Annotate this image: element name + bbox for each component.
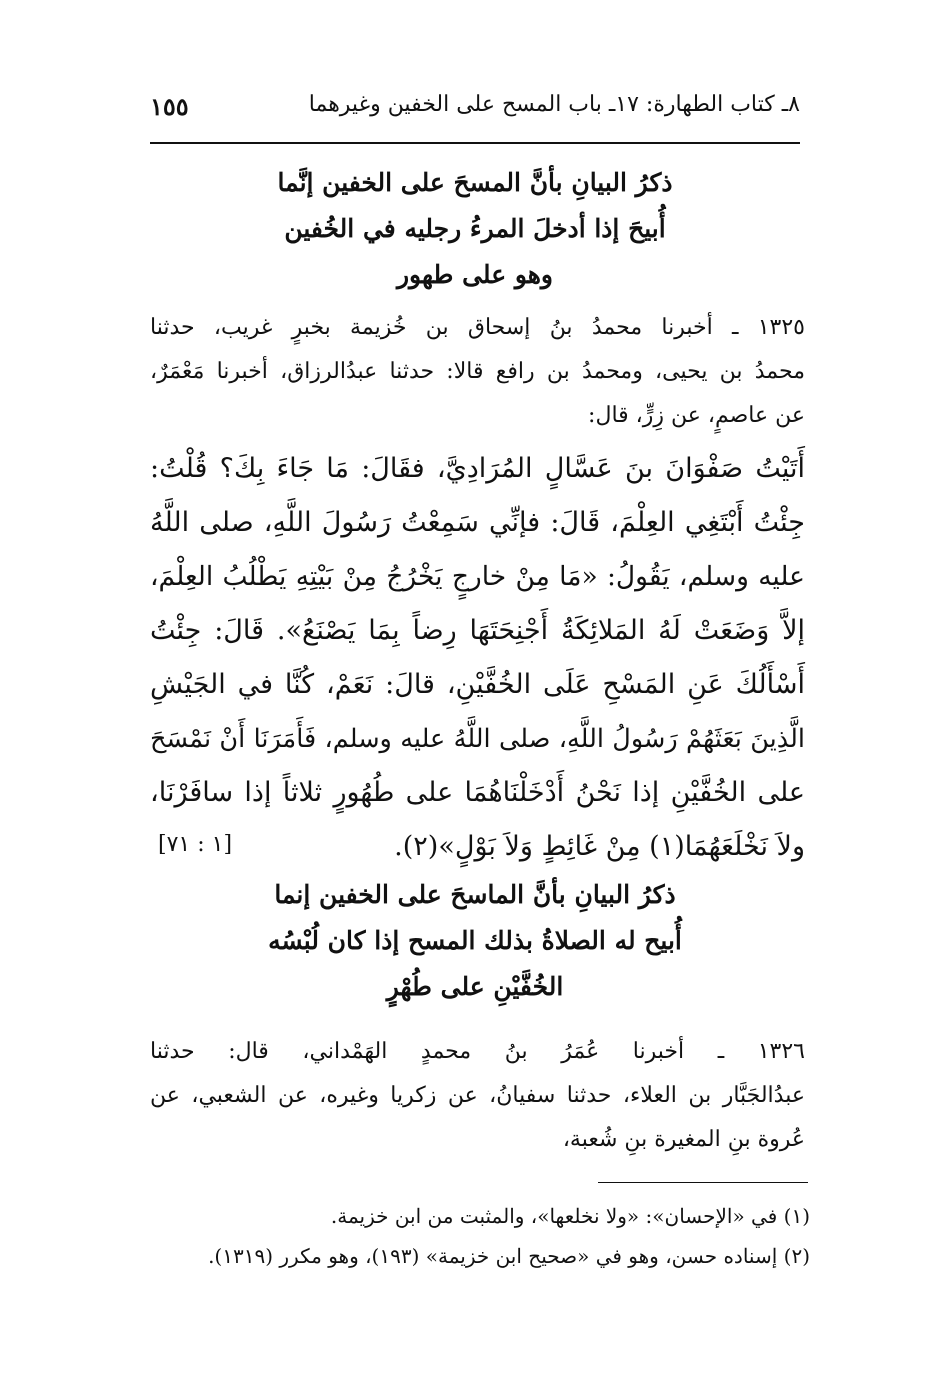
footnote: (٢) إسناده حسن، وهو في «صحيح ابن خزيمة» (١٩٣)، وهو مكرر (١٣١٩). [208,1244,810,1268]
isnad-line: عن عاصمٍ، عن زِرٍّ، قال: [588,403,805,428]
hadith-1325-isnad [150,306,805,438]
matn-line: ولاَ نَخْلَعَهُمَا(١) مِنْ غَائِطٍ وَلاَ بَوْلٍ»(٢). [394,831,805,862]
footnote-rule [598,1182,808,1183]
chapter-heading-2 [150,872,800,1010]
running-head-title: ٨ـ كتاب الطهارة: ١٧ـ باب المسح على الخفين وغيرهما [308,92,800,117]
isnad-line: محمدُ بن يحيى، ومحمدُ بن رافع قالا: حدثنا عبدُالرزاق، أخبرنا مَعْمَرٌ، [150,359,805,384]
header-rule [150,142,800,144]
matn-line: عليه وسلم، يَقُولُ: «مَا مِنْ خارجٍ يَخْرُجُ مِنْ بَيْتِهِ يَطْلُبُ العِلْمَ، [150,561,805,592]
heading-line: ذكرُ البيانِ بأنَّ المسحَ على الخفين إنَّما [277,168,673,197]
isnad-line: ١٣٢٥ ـ أخبرنا محمدُ بنُ إسحاق بن خُزيمة بخبرٍ غريب، حدثنا [150,315,805,340]
matn-line: جِئْتُ أَبْتَغِي العِلْمَ، قَالَ: فإنِّي سَمِعْتُ رَسُولَ اللَّهِ، صلى اللَّهُ [150,507,805,538]
matn-line: الَّذِينَ بَعَثَهُمْ رَسُولُ اللَّهِ، صلى اللَّهُ عليه وسلم، فَأَمَرَنَا أَنْ نَمْسَحَ [150,724,805,754]
heading-line: أُبيح له الصلاةُ بذلك المسح إذا كان لُبْسُه [268,926,682,955]
hadith-1326-isnad [150,1030,805,1162]
heading-line: أُبيحَ إذا أدخلَ المرءُ رجليه في الخُفين [284,214,666,243]
volume-reference: [١ : ٧١] [158,832,233,857]
isnad-line: عُروة بنِ المغيرة بنِ شُعبة، [562,1127,805,1152]
matn-line: على الخُفَّيْنِ إذا نَحْنُ أَدْخَلْنَاهُمَا على طُهُورٍ ثلاثاً إذا سافَرْنَا، [150,777,805,808]
heading-line: الخُفَّيْنِ على طُهْرٍ [386,972,564,1001]
matn-line: أَسْأَلُكَ عَنِ المَسْحِ عَلَى الخُفَّيْنِ، قالَ: نَعَمْ، كُنَّا في الجَيْشِ [150,669,805,700]
isnad-line: ١٣٢٦ ـ أخبرنا عُمَرُ بنُ محمدٍ الهَمْداني، قال: حدثنا [150,1039,805,1064]
isnad-line: عبدُالجَبَّار بن العلاء، حدثنا سفيانُ، عن زكريا وغيره، عن الشعبي، عن [150,1083,805,1108]
matn-line: أَتَيْتُ صَفْوَانَ بنَ عَسَّالٍ المُرَادِيَّ، فقَالَ: مَا جَاءَ بِكَ؟ قُلْتُ: [150,453,805,484]
matn-line: إلاَّ وَضَعَتْ لَهُ المَلائِكَةُ أَجْنِحَتَهَا رِضاً بِمَا يَصْنَعُ». قَالَ: جِئْتُ [150,615,805,646]
running-head [150,88,800,128]
footnote: (١) في «الإحسان»: «ولا نخلعها»، والمثبت من ابن خزيمة. [330,1204,810,1228]
chapter-heading-1 [150,160,800,298]
heading-line: ذكرُ البيانِ بأنَّ الماسحَ على الخفين إنما [274,880,676,909]
heading-line: وهو على طهور [396,260,554,289]
page-number: ١٥٥ [150,92,189,121]
footnotes [150,1196,810,1276]
hadith-1325-matn [150,442,805,874]
